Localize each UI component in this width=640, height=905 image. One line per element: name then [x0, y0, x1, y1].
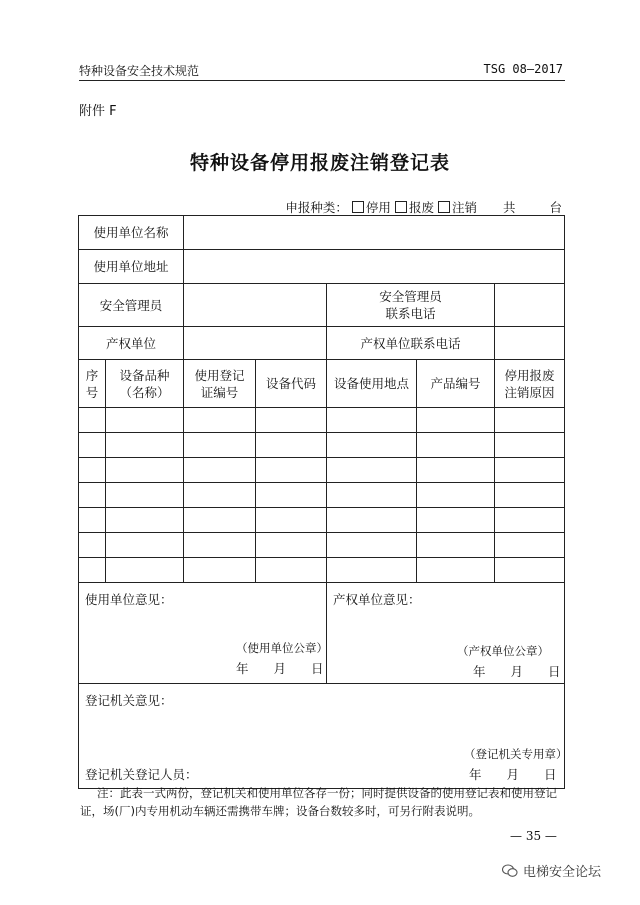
label-user-unit-address: 使用单位地址	[79, 250, 184, 284]
device-cell[interactable]	[79, 533, 106, 558]
col-device-code: 设备代码	[256, 360, 327, 408]
device-cell[interactable]	[417, 558, 495, 583]
device-cell[interactable]	[256, 558, 327, 583]
input-owner-unit-phone[interactable]	[495, 327, 565, 360]
checkbox-cancel[interactable]	[438, 201, 450, 213]
device-cell[interactable]	[106, 508, 184, 533]
device-cell[interactable]	[495, 408, 565, 433]
device-row	[79, 483, 565, 508]
col-seq: 序 号	[79, 360, 106, 408]
user-date: 年 月 日	[236, 661, 324, 676]
registry-signer-label: 登记机关登记人员：	[85, 767, 198, 782]
label-owner-unit-phone: 产权单位联系电话	[327, 327, 495, 360]
device-cell[interactable]	[495, 433, 565, 458]
registry-date: 年 月 日	[469, 767, 557, 782]
form-title: 特种设备停用报废注销登记表	[189, 152, 450, 174]
device-cell[interactable]	[184, 558, 256, 583]
device-cell[interactable]	[79, 508, 106, 533]
device-cell[interactable]	[417, 533, 495, 558]
device-row	[79, 558, 565, 583]
device-cell[interactable]	[106, 558, 184, 583]
device-cell[interactable]	[327, 533, 417, 558]
device-row	[79, 533, 565, 558]
device-cell[interactable]	[417, 433, 495, 458]
form-note: 注：此表一式两份，登记机关和使用单位各存一份；同时提供设备的使用登记表和使用登记证，场(厂)内专用机动车辆还需携带车牌；设备台数较多时，可另行附表说明。	[80, 786, 557, 818]
col-device-type: 设备品种 （名称）	[106, 360, 184, 408]
owner-seal-label: （产权单位公章）	[457, 644, 550, 658]
registration-form-table	[78, 215, 568, 789]
device-cell[interactable]	[256, 533, 327, 558]
device-cell[interactable]	[327, 433, 417, 458]
checkbox-suspend[interactable]	[352, 201, 364, 213]
annex-label: 附件 F	[79, 104, 117, 119]
user-seal-label: （使用单位公章）	[236, 641, 328, 655]
device-cell[interactable]	[184, 433, 256, 458]
device-cell[interactable]	[79, 458, 106, 483]
device-cell[interactable]	[256, 483, 327, 508]
device-cell[interactable]	[106, 408, 184, 433]
device-cell[interactable]	[79, 433, 106, 458]
registry-opinion-label: 登记机关意见：	[85, 693, 173, 708]
option-suspend[interactable]: 停用	[352, 198, 391, 216]
device-cell[interactable]	[495, 508, 565, 533]
device-cell[interactable]	[327, 558, 417, 583]
label-safety-manager-phone: 安全管理员 联系电话	[327, 284, 495, 327]
device-row	[79, 433, 565, 458]
watermark	[502, 861, 601, 880]
watermark-text: 电梯安全论坛	[523, 865, 602, 880]
device-cell[interactable]	[417, 458, 495, 483]
input-safety-manager-phone[interactable]	[495, 284, 565, 327]
device-cell[interactable]	[417, 508, 495, 533]
option-cancel[interactable]: 注销	[438, 198, 477, 216]
owner-opinion-cell[interactable]	[327, 583, 565, 684]
running-header-code: TSG 08—2017	[483, 62, 563, 76]
device-cell[interactable]	[184, 483, 256, 508]
running-header-title: 特种设备安全技术规范	[79, 64, 200, 78]
device-cell[interactable]	[417, 408, 495, 433]
user-opinion-label: 使用单位意见：	[85, 592, 173, 607]
device-cell[interactable]	[79, 483, 106, 508]
device-cell[interactable]	[79, 558, 106, 583]
registry-seal-label: （登记机关专用章）	[464, 747, 568, 761]
page-number: — 35 —	[510, 829, 557, 843]
total-prefix: 共	[502, 200, 516, 215]
device-cell[interactable]	[256, 408, 327, 433]
registry-opinion-cell[interactable]	[79, 684, 568, 789]
wechat-icon	[502, 864, 518, 878]
device-cell[interactable]	[495, 533, 565, 558]
device-cell[interactable]	[256, 433, 327, 458]
device-row	[79, 508, 565, 533]
device-cell[interactable]	[327, 458, 417, 483]
col-product-no: 产品编号	[417, 360, 495, 408]
device-cell[interactable]	[184, 458, 256, 483]
device-row	[79, 408, 565, 433]
device-cell[interactable]	[495, 558, 565, 583]
owner-date: 年 月 日	[473, 664, 561, 679]
device-cell[interactable]	[79, 408, 106, 433]
device-table-header	[79, 360, 565, 408]
col-registration-no: 使用登记 证编号	[184, 360, 256, 408]
device-cell[interactable]	[256, 458, 327, 483]
label-user-unit-name: 使用单位名称	[79, 216, 184, 250]
application-type	[285, 198, 562, 216]
device-cell[interactable]	[495, 458, 565, 483]
device-cell[interactable]	[106, 433, 184, 458]
device-rows	[79, 408, 565, 583]
input-user-unit-name[interactable]	[184, 216, 565, 250]
input-owner-unit[interactable]	[184, 327, 327, 360]
device-cell[interactable]	[106, 458, 184, 483]
label-owner-unit: 产权单位	[79, 327, 184, 360]
device-cell[interactable]	[106, 483, 184, 508]
device-cell[interactable]	[327, 483, 417, 508]
device-cell[interactable]	[184, 533, 256, 558]
input-safety-manager[interactable]	[184, 284, 327, 327]
device-cell[interactable]	[256, 508, 327, 533]
col-usage-location: 设备使用地点	[327, 360, 417, 408]
option-scrap[interactable]: 报废	[395, 198, 434, 216]
application-type-label: 申报种类：	[285, 200, 348, 215]
user-opinion-cell[interactable]	[79, 583, 327, 684]
device-cell[interactable]	[327, 408, 417, 433]
device-cell[interactable]	[106, 533, 184, 558]
owner-opinion-label: 产权单位意见：	[333, 592, 421, 607]
checkbox-scrap[interactable]	[395, 201, 407, 213]
total-suffix: 台	[549, 200, 562, 215]
device-cell[interactable]	[184, 508, 256, 533]
label-safety-manager: 安全管理员	[79, 284, 184, 327]
device-cell[interactable]	[184, 408, 256, 433]
device-cell[interactable]	[417, 483, 495, 508]
device-cell[interactable]	[495, 483, 565, 508]
device-row	[79, 458, 565, 483]
col-reason: 停用报废 注销原因	[495, 360, 565, 408]
input-user-unit-address[interactable]	[184, 250, 565, 284]
device-cell[interactable]	[327, 508, 417, 533]
header-rule	[79, 80, 565, 81]
